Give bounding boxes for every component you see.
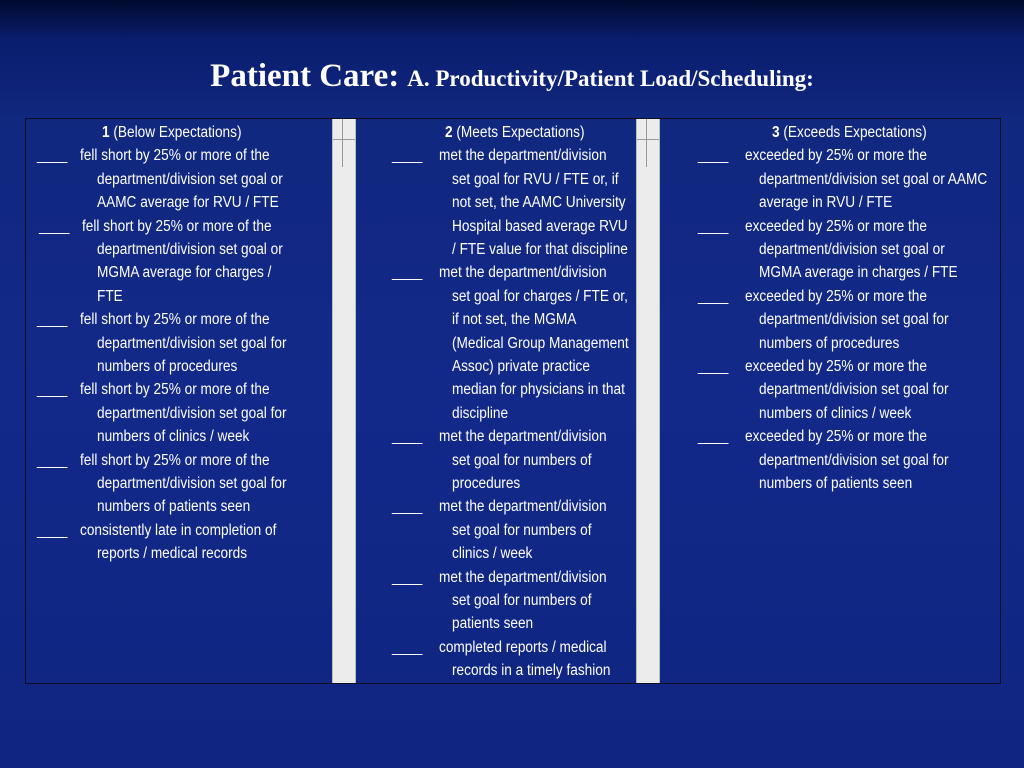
criterion-text: fell short by 25% or more of the	[80, 381, 270, 399]
criterion-text: patients seen	[452, 615, 534, 633]
column-heading	[772, 121, 927, 144]
column-heading	[102, 121, 242, 144]
rating-label: (Meets Expectations)	[452, 124, 585, 141]
criterion-text: procedures	[452, 475, 521, 492]
criterion-text: Assoc) private practice	[452, 358, 590, 375]
criterion-text: exceeded by 25% or more the	[745, 287, 927, 305]
criterion-text: met the department/division	[439, 428, 607, 446]
criterion-text: fell short by 25% or more of the	[80, 451, 270, 469]
checkbox-blank: ____	[37, 311, 68, 329]
criterion-text: exceeded by 25% or more the	[745, 358, 927, 375]
checkbox-blank: ____	[37, 521, 68, 539]
checkbox-blank: ____	[37, 381, 68, 399]
criteria-table	[25, 118, 1001, 684]
criterion-text: department/division set goal or	[759, 241, 945, 258]
criterion-text: department/division set goal for	[759, 311, 949, 329]
criterion-text: department/division set goal for	[97, 475, 287, 492]
rating-number: 2	[445, 124, 453, 141]
checkbox-blank: ____	[392, 147, 423, 165]
criterion-text: not set, the AAMC University	[452, 194, 626, 212]
rating-number: 1	[102, 124, 110, 141]
column-divider	[332, 119, 356, 683]
criterion-text: fell short by 25% or more of the	[80, 311, 270, 329]
criterion-text: reports / medical records	[97, 545, 248, 563]
criterion-text: department/division set goal or	[97, 241, 283, 258]
criterion-text: met the department/division	[439, 498, 607, 516]
criterion-text: if not set, the MGMA	[452, 311, 577, 329]
title-main: Patient Care:	[210, 58, 400, 94]
column-meets-expectations	[356, 119, 660, 683]
criterion-text: set goal for charges / FTE or,	[452, 287, 628, 305]
criterion-text: department/division set goal for	[97, 404, 287, 422]
criterion-text: department/division set goal or AAMC	[759, 170, 988, 188]
rating-label: (Exceeds Expectations)	[779, 124, 927, 141]
checkbox-blank: ____	[392, 264, 423, 282]
criterion-text: set goal for numbers of	[452, 592, 592, 609]
checkbox-blank: ____	[698, 287, 729, 305]
column-exceeds-expectations	[660, 119, 1002, 683]
criterion-text: records in a timely fashion	[452, 662, 611, 680]
criterion-text: MGMA average for charges /	[97, 264, 272, 282]
title-subtitle: A. Productivity/Patient Load/Scheduling:	[407, 66, 814, 91]
slide-title	[0, 58, 1024, 95]
criterion-text: completed reports / medical	[439, 638, 607, 656]
checkbox-blank: ____	[37, 147, 68, 165]
criterion-text: numbers of patients seen	[97, 498, 251, 516]
criterion-text: Hospital based average RVU	[452, 217, 628, 235]
checkbox-blank: ____	[698, 428, 729, 446]
criterion-text: numbers of clinics / week	[759, 404, 912, 422]
checkbox-blank: ____	[698, 147, 729, 165]
rating-number: 3	[772, 124, 780, 141]
criterion-text: numbers of procedures	[97, 358, 238, 375]
checkbox-blank: ____	[698, 217, 729, 235]
criterion-text: AAMC average for RVU / FTE	[97, 194, 279, 212]
criterion-text: numbers of patients seen	[759, 475, 913, 492]
criterion-text: exceeded by 25% or more the	[745, 428, 927, 446]
column-heading	[445, 121, 585, 144]
criterion-text: met the department/division	[439, 264, 607, 282]
criterion-text: average in RVU / FTE	[759, 194, 893, 212]
criterion-text: fell short by 25% or more of the	[82, 217, 272, 235]
checkbox-blank: ____	[392, 568, 423, 586]
criterion-text: department/division set goal for	[759, 381, 949, 399]
criterion-text: / FTE value for that discipline	[452, 241, 628, 258]
checkbox-blank: ____	[392, 638, 423, 656]
criterion-text: numbers of procedures	[759, 334, 900, 352]
checkbox-blank: ____	[37, 451, 68, 469]
criterion-text: (Medical Group Management	[452, 334, 629, 352]
checkbox-blank: ____	[698, 358, 729, 375]
column-below-expectations	[26, 119, 332, 683]
criterion-text: met the department/division	[439, 147, 607, 165]
criterion-text: fell short by 25% or more of the	[80, 147, 270, 165]
criterion-text: MGMA average in charges / FTE	[759, 264, 958, 282]
criterion-text: exceeded by 25% or more the	[745, 147, 927, 165]
checkbox-blank: ____	[39, 217, 70, 235]
criterion-text: discipline	[452, 404, 509, 422]
checkbox-blank: ____	[392, 428, 423, 446]
rating-label: (Below Expectations)	[109, 124, 242, 141]
criterion-text: clinics / week	[452, 545, 533, 563]
criterion-text: FTE	[97, 287, 123, 305]
criterion-text: department/division set goal for	[759, 451, 949, 469]
criterion-text: department/division set goal for	[97, 334, 287, 352]
criterion-text: set goal for numbers of	[452, 451, 592, 469]
criterion-text: numbers of clinics / week	[97, 428, 250, 446]
criterion-text: department/division set goal or	[97, 170, 283, 188]
criterion-text: set goal for numbers of	[452, 521, 592, 539]
criterion-text: set goal for RVU / FTE or, if	[452, 170, 619, 188]
criterion-text: exceeded by 25% or more the	[745, 217, 927, 235]
criterion-text: consistently late in completion of	[80, 521, 277, 539]
criterion-text: median for physicians in that	[452, 381, 625, 399]
criterion-text: met the department/division	[439, 568, 607, 586]
checkbox-blank: ____	[392, 498, 423, 516]
